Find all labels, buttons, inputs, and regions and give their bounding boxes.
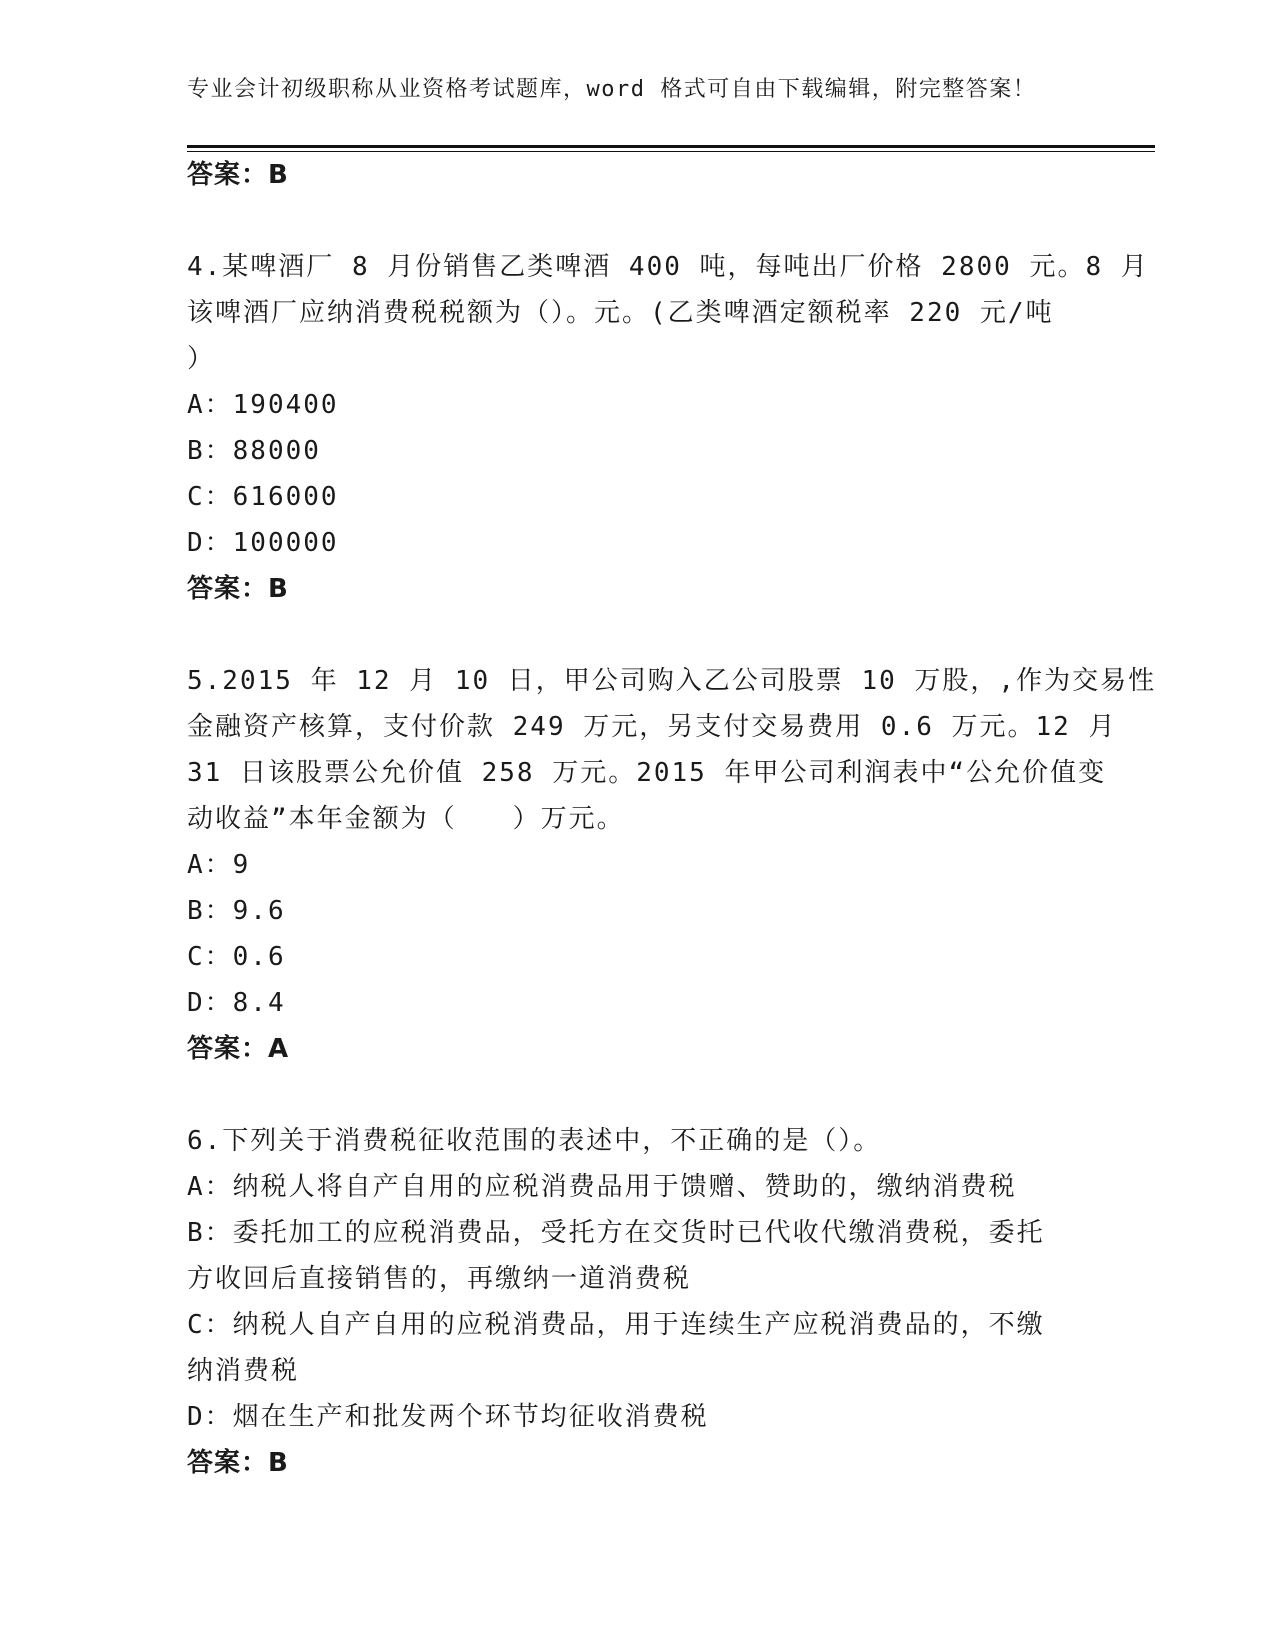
question-body: [187, 152, 1157, 1486]
option-a: A：9: [187, 850, 251, 880]
question-stem-line: 5.2015 年 12 月 10 日，甲公司购入乙公司股票 10 万股，,作为交易性: [187, 666, 1157, 696]
question-stem-line: 31 日该股票公允价值 258 万元。2015 年甲公司利润表中“公允价值变: [187, 758, 1107, 788]
option-b: B：88000: [187, 436, 321, 466]
option-a: A：190400: [187, 390, 339, 420]
question-stem-line: 金融资产核算，支付价款 249 万元，另支付交易费用 0.6 万元。12 月: [187, 712, 1117, 742]
question-stem-line: ）: [187, 344, 216, 374]
spacer: [187, 612, 1087, 658]
option-c: C：纳税人自产自用的应税消费品，用于连续生产应税消费品的，不缴: [187, 1310, 1045, 1340]
previous-answer: 答案：B: [187, 160, 289, 190]
option-b: B：9.6: [187, 896, 286, 926]
answer: 答案：A: [187, 1034, 290, 1064]
question-stem-line: 该啤酒厂应纳消费税税额为（）。元。(乙类啤酒定额税率 220 元/吨: [187, 298, 1054, 328]
question-stem-line: 4.某啤酒厂 8 月份销售乙类啤酒 400 吨，每吨出厂价格 2800 元。8 月: [187, 252, 1149, 282]
spacer: [187, 1072, 1087, 1118]
option-d: D：8.4: [187, 988, 286, 1018]
page-header: 专业会计初级职称从业资格考试题库，word 格式可自由下载编辑，附完整答案！: [187, 77, 1037, 102]
answer: 答案：B: [187, 1448, 289, 1478]
spacer: [187, 198, 1087, 244]
option-a: A：纳税人将自产自用的应税消费品用于馈赠、赞助的，缴纳消费税: [187, 1172, 1017, 1202]
option-b-continued: 方收回后直接销售的，再缴纳一道消费税: [187, 1264, 692, 1294]
option-c-continued: 纳消费税: [187, 1356, 300, 1386]
option-b: B：委托加工的应税消费品，受托方在交货时已代收代缴消费税，委托: [187, 1218, 1045, 1248]
question-6: [187, 1118, 1087, 1486]
option-c: C：616000: [187, 482, 339, 512]
question-4: [187, 244, 1149, 612]
option-d: D：烟在生产和批发两个环节均征收消费税: [187, 1402, 709, 1432]
question-stem-line: 动收益”本年金额为（ ）万元。: [187, 804, 625, 834]
question-5: [187, 658, 1157, 1072]
question-stem-line: 6.下列关于消费税征收范围的表述中，不正确的是（）。: [187, 1126, 882, 1156]
option-d: D：100000: [187, 528, 339, 558]
header-rule-thick: [187, 145, 1155, 148]
option-c: C：0.6: [187, 942, 286, 972]
answer: 答案：B: [187, 574, 289, 604]
